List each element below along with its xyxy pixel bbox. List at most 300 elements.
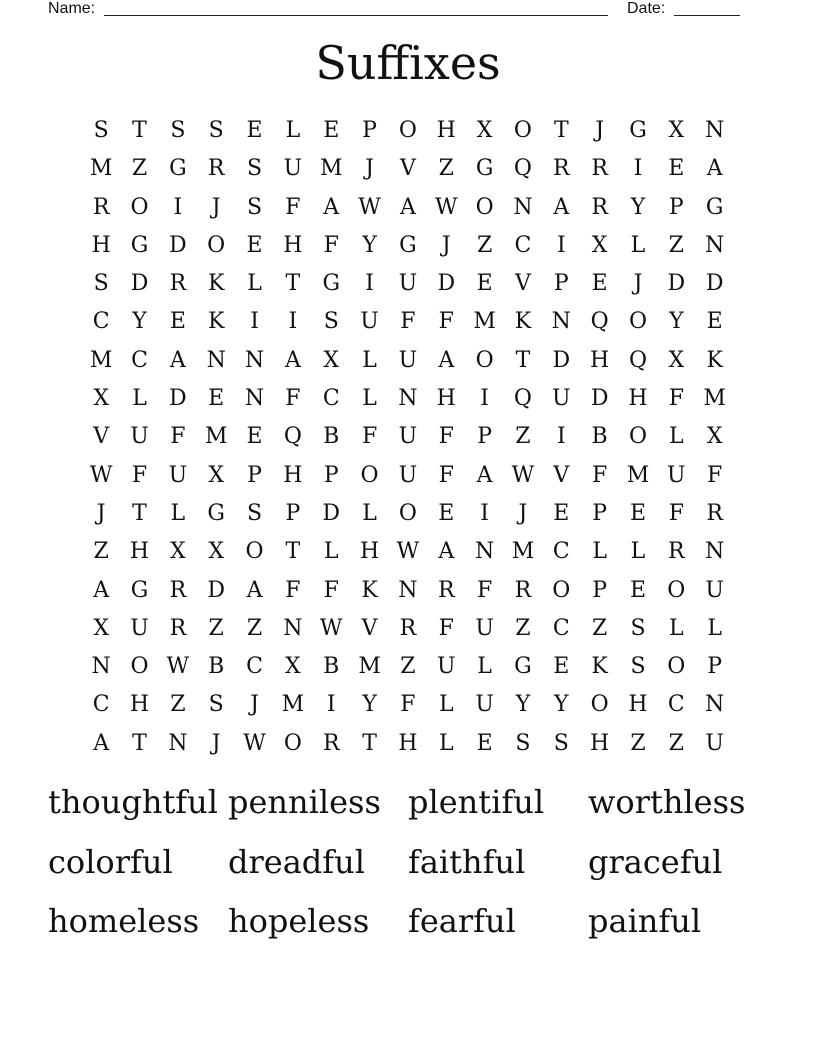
grid-letter: U	[436, 654, 456, 680]
grid-letter: U	[283, 156, 303, 182]
grid-letter: N	[398, 386, 418, 412]
grid-letter: P	[592, 500, 608, 526]
grid-letter: U	[130, 615, 149, 641]
grid-letter: C	[92, 309, 110, 335]
grid-letter: E	[323, 118, 340, 143]
grid-letter: I	[288, 309, 298, 335]
grid-letter: N	[244, 386, 265, 412]
grid-row	[82, 303, 734, 341]
grid-letter: X	[93, 615, 109, 641]
grid-letter: H	[398, 730, 418, 756]
word-bank-item: faithful	[408, 842, 526, 881]
grid-letter: D	[322, 500, 341, 526]
grid-letter: U	[475, 615, 494, 641]
grid-letter: L	[477, 654, 492, 680]
grid-letter: Y	[630, 194, 646, 220]
grid-letter: H	[91, 232, 111, 258]
grid-letter: A	[246, 577, 263, 603]
grid-letter: D	[552, 347, 571, 373]
grid-letter: M	[626, 462, 650, 488]
grid-letter: Y	[362, 232, 377, 258]
grid-letter: L	[630, 232, 646, 258]
grid-letter: A	[284, 347, 301, 373]
grid-letter: D	[169, 232, 187, 258]
grid-letter: G	[705, 194, 724, 220]
grid-letter: F	[170, 424, 186, 450]
word-search-grid	[82, 112, 734, 763]
word-bank-item: dreadful	[228, 842, 365, 881]
word-bank-item: hopeless	[228, 902, 370, 940]
grid-letter: N	[705, 118, 725, 143]
grid-letter: X	[323, 347, 340, 373]
grid-letter: N	[206, 347, 226, 373]
grid-letter: J	[633, 271, 643, 297]
grid-letter: O	[207, 232, 226, 258]
grid-letter: I	[480, 386, 489, 412]
grid-letter: P	[553, 271, 569, 297]
grid-letter: T	[285, 271, 301, 297]
grid-letter: H	[283, 462, 303, 488]
grid-letter: R	[322, 730, 340, 756]
grid-letter: H	[129, 539, 150, 565]
grid-letter: L	[592, 539, 607, 565]
grid-letter: H	[628, 386, 648, 412]
grid-letter: P	[592, 577, 608, 603]
grid-letter: S	[630, 615, 646, 641]
word-bank-item: fearful	[408, 902, 516, 940]
grid-letter: R	[169, 271, 187, 297]
grid-letter: T	[132, 118, 147, 143]
grid-letter: N	[705, 539, 725, 565]
grid-letter: B	[323, 654, 340, 680]
grid-letter: F	[361, 424, 378, 450]
grid-letter: O	[667, 654, 686, 680]
grid-letter: I	[173, 194, 183, 220]
grid-letter: D	[437, 271, 456, 297]
grid-letter: G	[207, 500, 225, 526]
grid-letter: E	[208, 386, 225, 412]
grid-letter: O	[398, 118, 417, 143]
grid-letter: S	[323, 309, 339, 335]
grid-letter: W	[511, 462, 535, 488]
grid-letter: E	[553, 500, 570, 526]
grid-letter: Q	[513, 156, 532, 182]
grid-letter: M	[358, 654, 381, 680]
word-bank-item: thoughtful	[48, 783, 218, 821]
grid-letter: X	[706, 424, 723, 450]
grid-letter: N	[168, 730, 188, 756]
grid-letter: F	[668, 386, 684, 412]
grid-letter: O	[130, 194, 149, 220]
grid-letter: R	[553, 156, 570, 182]
grid-letter: P	[668, 194, 684, 220]
grid-letter: K	[207, 309, 225, 335]
grid-letter: P	[323, 462, 339, 488]
grid-letter: Z	[93, 539, 109, 565]
grid-letter: Z	[476, 232, 493, 258]
grid-letter: E	[706, 309, 723, 335]
grid-letter: G	[130, 577, 149, 603]
grid-letter: T	[553, 118, 569, 143]
word-bank-item: penniless	[228, 783, 381, 821]
grid-letter: W	[319, 615, 343, 641]
grid-letter: X	[668, 347, 685, 373]
grid-letter: K	[514, 309, 532, 335]
grid-letter: K	[591, 654, 608, 680]
grid-letter: V	[553, 462, 570, 488]
grid-letter: G	[475, 156, 494, 182]
grid-letter: Z	[131, 156, 148, 182]
grid-letter: O	[552, 577, 571, 603]
grid-letter: I	[326, 692, 336, 718]
word-bank-item: colorful	[48, 842, 173, 881]
word-bank-item: worthless	[588, 783, 746, 821]
grid-letter: A	[438, 539, 455, 565]
grid-letter: N	[551, 309, 571, 335]
grid-letter: L	[362, 500, 377, 526]
grid-letter: Y	[515, 692, 531, 718]
grid-letter: Q	[283, 424, 302, 450]
grid-letter: J	[595, 118, 605, 143]
grid-letter: H	[129, 692, 150, 718]
grid-letter: P	[707, 654, 723, 680]
worksheet-header	[48, 0, 748, 20]
grid-row	[82, 342, 734, 380]
grid-letter: M	[89, 156, 113, 182]
grid-letter: N	[244, 347, 265, 373]
grid-letter: R	[207, 156, 225, 182]
grid-letter: O	[628, 309, 647, 335]
grid-letter: K	[706, 347, 723, 373]
grid-letter: R	[514, 577, 532, 603]
grid-letter: I	[556, 424, 566, 450]
grid-letter: H	[590, 347, 610, 373]
grid-letter: R	[169, 615, 187, 641]
grid-letter: W	[243, 730, 266, 756]
grid-letter: R	[706, 500, 723, 526]
grid-row	[82, 457, 734, 495]
grid-letter: M	[319, 156, 343, 182]
grid-letter: D	[207, 577, 226, 603]
grid-letter: U	[705, 577, 724, 603]
grid-letter: F	[438, 424, 454, 450]
grid-letter: J	[518, 500, 528, 526]
grid-letter: R	[169, 577, 187, 603]
grid-row	[82, 686, 734, 724]
grid-letter: M	[281, 692, 305, 718]
grid-letter: R	[591, 156, 608, 182]
grid-letter: W	[434, 194, 458, 220]
grid-letter: U	[552, 386, 571, 412]
grid-letter: L	[669, 424, 684, 450]
grid-letter: S	[247, 500, 263, 526]
grid-letter: L	[247, 271, 262, 297]
grid-letter: Z	[591, 615, 608, 641]
grid-letter: H	[590, 730, 610, 756]
grid-letter: Z	[246, 615, 263, 641]
word-bank	[48, 780, 768, 959]
grid-letter: Z	[438, 156, 454, 182]
grid-letter: C	[667, 692, 685, 718]
grid-letter: E	[246, 118, 263, 143]
grid-letter: L	[362, 347, 377, 373]
grid-letter: O	[398, 500, 417, 526]
grid-letter: G	[322, 271, 341, 297]
grid-letter: A	[438, 347, 455, 373]
grid-letter: L	[630, 539, 646, 565]
grid-letter: E	[246, 424, 263, 450]
grid-letter: L	[438, 692, 454, 718]
grid-letter: F	[400, 309, 416, 335]
grid-letter: C	[514, 232, 532, 258]
grid-letter: L	[669, 615, 684, 641]
grid-letter: M	[204, 424, 228, 450]
grid-letter: F	[592, 462, 608, 488]
grid-letter: Z	[400, 654, 416, 680]
grid-letter: O	[628, 424, 647, 450]
grid-letter: O	[130, 654, 149, 680]
grid-letter: F	[438, 462, 454, 488]
grid-letter: T	[362, 730, 377, 756]
grid-letter: R	[591, 194, 608, 220]
grid-letter: O	[360, 462, 379, 488]
grid-letter: Z	[170, 692, 186, 718]
grid-letter: A	[706, 156, 723, 182]
grid-letter: P	[247, 462, 262, 488]
grid-letter: U	[398, 347, 418, 373]
grid-letter: E	[169, 309, 186, 335]
grid-letter: K	[361, 577, 378, 603]
grid-letter: L	[285, 118, 301, 143]
grid-letter: C	[246, 654, 263, 680]
grid-letter: E	[629, 577, 647, 603]
grid-letter: O	[590, 692, 609, 718]
grid-letter: V	[93, 424, 110, 450]
grid-letter: S	[208, 692, 224, 718]
grid-letter: S	[93, 271, 109, 297]
grid-letter: J	[365, 156, 374, 182]
grid-letter: S	[553, 730, 569, 756]
grid-letter: X	[591, 232, 608, 258]
grid-letter: U	[705, 730, 724, 756]
grid-letter: V	[515, 271, 531, 297]
grid-row	[82, 380, 734, 418]
grid-letter: F	[323, 577, 339, 603]
grid-letter: B	[591, 424, 608, 450]
grid-letter: L	[323, 539, 339, 565]
grid-letter: S	[247, 156, 263, 182]
grid-letter: D	[130, 271, 149, 297]
grid-letter: F	[131, 462, 148, 488]
grid-letter: O	[475, 194, 494, 220]
date-blank-line	[674, 15, 740, 16]
grid-letter: W	[358, 194, 381, 220]
grid-letter: E	[476, 271, 493, 297]
grid-letter: F	[438, 309, 454, 335]
grid-letter: N	[705, 692, 725, 718]
date-label: Date:	[627, 0, 666, 17]
grid-letter: U	[398, 424, 418, 450]
grid-letter: I	[365, 271, 374, 297]
grid-letter: L	[362, 386, 377, 412]
grid-letter: U	[398, 271, 418, 297]
grid-letter: O	[475, 347, 494, 373]
grid-letter: I	[250, 309, 259, 335]
grid-letter: T	[285, 539, 301, 565]
grid-letter: X	[170, 539, 186, 565]
grid-letter: C	[322, 386, 340, 412]
grid-letter: J	[96, 500, 106, 526]
grid-letter: G	[399, 232, 417, 258]
grid-letter: R	[92, 194, 110, 220]
grid-letter: V	[361, 615, 378, 641]
grid-letter: F	[476, 577, 493, 603]
grid-letter: E	[629, 500, 647, 526]
grid-row	[82, 533, 734, 571]
grid-letter: A	[169, 347, 186, 373]
grid-letter: X	[476, 118, 493, 143]
grid-letter: Z	[668, 730, 684, 756]
grid-letter: A	[93, 577, 110, 603]
grid-letter: Z	[630, 730, 646, 756]
grid-letter: H	[628, 692, 648, 718]
grid-row	[82, 495, 734, 533]
grid-letter: F	[285, 194, 301, 220]
grid-letter: S	[170, 118, 186, 143]
grid-letter: L	[170, 500, 186, 526]
grid-letter: M	[703, 386, 726, 412]
grid-letter: Z	[515, 424, 531, 450]
grid-letter: C	[131, 347, 148, 373]
grid-letter: R	[437, 577, 455, 603]
grid-letter: G	[514, 654, 532, 680]
grid-row	[82, 227, 734, 265]
grid-letter: C	[552, 539, 570, 565]
grid-letter: P	[362, 118, 377, 143]
grid-letter: Z	[515, 615, 531, 641]
grid-letter: Q	[628, 347, 647, 373]
grid-letter: F	[285, 577, 301, 603]
grid-letter: W	[166, 654, 190, 680]
grid-letter: A	[399, 194, 416, 220]
grid-letter: E	[476, 730, 493, 756]
grid-letter: W	[89, 462, 113, 488]
grid-letter: T	[515, 347, 531, 373]
grid-letter: E	[668, 156, 685, 182]
grid-letter: B	[323, 424, 340, 450]
grid-letter: U	[168, 462, 188, 488]
grid-letter: X	[208, 462, 225, 488]
grid-letter: N	[283, 615, 303, 641]
grid-letter: S	[630, 654, 646, 680]
grid-letter: A	[553, 194, 570, 220]
grid-letter: U	[398, 462, 418, 488]
grid-letter: H	[283, 232, 303, 258]
grid-letter: A	[476, 462, 493, 488]
grid-letter: R	[668, 539, 685, 565]
grid-letter: T	[132, 500, 147, 526]
grid-letter: K	[207, 271, 225, 297]
grid-letter: G	[169, 156, 187, 182]
grid-letter: F	[438, 615, 454, 641]
grid-letter: F	[285, 386, 301, 412]
grid-letter: D	[705, 271, 724, 297]
grid-letter: N	[91, 654, 111, 680]
grid-letter: B	[208, 654, 225, 680]
grid-letter: E	[553, 654, 570, 680]
grid-row	[82, 725, 734, 763]
grid-letter: R	[399, 615, 417, 641]
grid-row	[82, 265, 734, 303]
grid-letter: N	[705, 232, 725, 258]
grid-letter: L	[707, 615, 722, 641]
word-bank-item: plentiful	[408, 783, 545, 821]
grid-letter: Y	[132, 309, 147, 335]
grid-row	[82, 648, 734, 686]
grid-letter: Z	[668, 232, 684, 258]
word-bank-item: painful	[588, 902, 702, 940]
grid-letter: H	[436, 118, 456, 143]
grid-letter: A	[323, 194, 340, 220]
grid-letter: U	[475, 692, 494, 718]
grid-letter: X	[208, 539, 225, 565]
grid-letter: D	[667, 271, 686, 297]
grid-letter: P	[477, 424, 493, 450]
grid-letter: W	[396, 539, 420, 565]
grid-letter: L	[438, 730, 454, 756]
grid-letter: U	[360, 309, 379, 335]
grid-letter: U	[667, 462, 686, 488]
grid-letter: I	[480, 500, 489, 526]
grid-row	[82, 112, 734, 150]
grid-letter: N	[474, 539, 495, 565]
grid-letter: O	[667, 577, 686, 603]
word-bank-item: homeless	[48, 902, 200, 940]
grid-letter: F	[400, 692, 416, 718]
grid-letter: C	[552, 615, 570, 641]
grid-letter: Y	[362, 692, 377, 718]
grid-letter: M	[89, 347, 113, 373]
grid-letter: A	[93, 730, 110, 756]
grid-letter: E	[438, 500, 455, 526]
grid-letter: F	[668, 500, 684, 526]
grid-letter: N	[398, 577, 418, 603]
grid-letter: H	[359, 539, 380, 565]
grid-letter: L	[132, 386, 147, 412]
grid-letter: O	[283, 730, 302, 756]
grid-letter: D	[169, 386, 187, 412]
name-label: Name:	[48, 0, 96, 17]
grid-letter: I	[556, 232, 566, 258]
grid-letter: Q	[590, 309, 609, 335]
grid-letter: P	[285, 500, 301, 526]
word-bank-item: graceful	[588, 842, 723, 881]
grid-letter: E	[591, 271, 608, 297]
grid-letter: J	[250, 692, 259, 718]
grid-letter: D	[590, 386, 609, 412]
grid-letter: F	[323, 232, 339, 258]
grid-letter: F	[707, 462, 723, 488]
grid-letter: T	[132, 730, 147, 756]
grid-letter: S	[93, 118, 109, 143]
grid-letter: E	[246, 232, 263, 258]
grid-letter: H	[436, 386, 456, 412]
grid-letter: Y	[669, 309, 684, 335]
grid-letter: Z	[208, 615, 224, 641]
grid-letter: J	[211, 730, 221, 756]
grid-letter: J	[211, 194, 221, 220]
grid-row	[82, 150, 734, 188]
